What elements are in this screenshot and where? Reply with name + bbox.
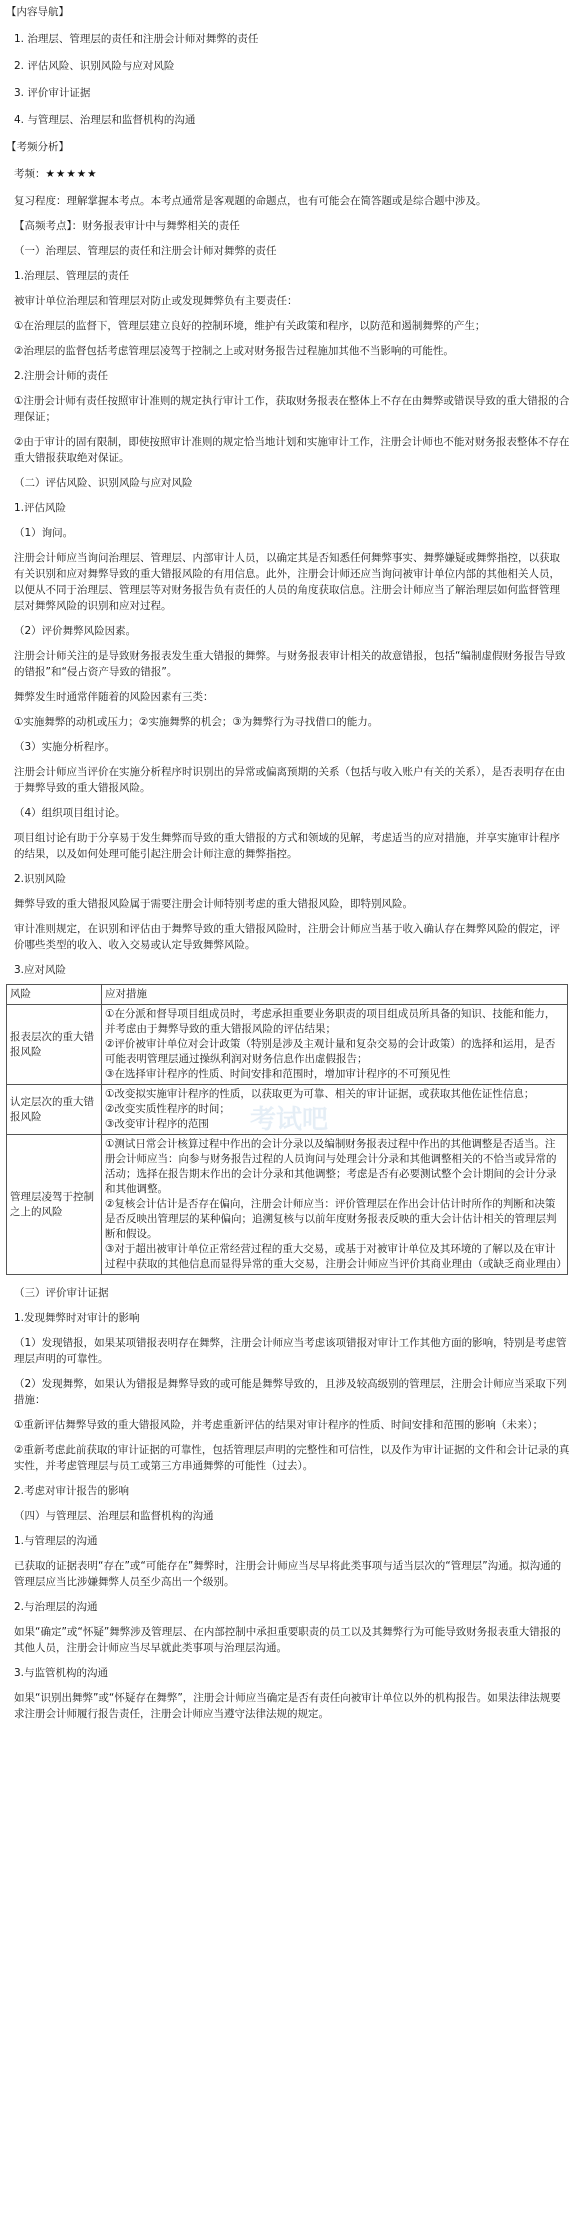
- measure-item: ②改变实质性程序的时间；: [105, 1103, 230, 1115]
- paragraph: （2）发现舞弊，如果认为错报是舞弊导致的或可能是舞弊导致的，且涉及较高级别的管理层，注册会计师应当采取下列措施：: [14, 1378, 567, 1406]
- watermark-logo: 考试吧: [250, 1105, 329, 1135]
- rating-stars: ★★★★★: [45, 168, 98, 180]
- subsection-title: 2.注册会计师的责任: [14, 370, 109, 382]
- measure-item: ①在分派和督导项目组成员时，考虑承担重要业务职责的项目组成员所具备的知识、技能和能力，并考虑由于舞弊导致的重大错报风险的评估结果；: [105, 1008, 556, 1035]
- highfreq-heading: 【高频考点】：财务报表审计中与舞弊相关的责任: [14, 220, 240, 232]
- subsection-title: 1.治理层、管理层的责任: [14, 270, 130, 282]
- paragraph: 项目组讨论有助于分享易于发生舞弊而导致的重大错报的方式和领域的见解，考虑适当的应对措施，并享实施审计程序的结果，以及如何处理可能引起注册会计师注意的舞弊指控。: [14, 832, 560, 860]
- measures-cell: [102, 1005, 568, 1085]
- item-title: （4）组织项目组讨论。: [14, 807, 126, 819]
- risk-cell: 报表层次的重大错报风险: [7, 1005, 102, 1085]
- measures-cell: [102, 1135, 568, 1275]
- nav-item[interactable]: 4. 与管理层、治理层和监督机构的沟通: [14, 114, 196, 126]
- measure-item: ③对于超出被审计单位正常经营过程的重大交易，或基于对被审计单位及其环境的了解以及在审计过程中获取的其他信息而显得异常的重大交易，注册会计师应当评价其商业理由（或缺乏商业理由）: [105, 1243, 567, 1270]
- analysis-heading: 【考频分析】: [6, 141, 69, 153]
- paragraph: ①实施舞弊的动机或压力；②实施舞弊的机会；③为舞弊行为寻找借口的能力。: [14, 716, 379, 728]
- review-level: 复习程度：理解掌握本考点。本考点通常是客观题的命题点，也有可能会在简答题或是综合题中涉及。: [14, 195, 487, 207]
- nav-item[interactable]: 1. 治理层、管理层的责任和注册会计师对舞弊的责任: [14, 33, 259, 45]
- paragraph: 舞弊发生时通常伴随着的风险因素有三类：: [14, 691, 214, 703]
- subsection-title: 3.应对风险: [14, 964, 67, 976]
- measure-item: ①改变拟实施审计程序的性质，以获取更为可靠、相关的审计证据，或获取其他佐证性信息；: [105, 1088, 535, 1100]
- table-row: [7, 1135, 568, 1275]
- paragraph: 舞弊导致的重大错报风险属于需要注册会计师特别考虑的重大错报风险，即特别风险。: [14, 898, 413, 910]
- item-title: （1）询问。: [14, 527, 74, 539]
- measure-item: ③在选择审计程序的性质、时间安排和范围时，增加审计程序的不可预见性: [105, 1068, 451, 1080]
- paragraph: 如果“确定”或“怀疑”舞弊涉及管理层、在内部控制中承担重要职责的员工以及其舞弊行为可能导致财务报表重大错报的其他人员，注册会计师应当尽早就此类事项与治理层沟通。: [14, 1626, 561, 1654]
- paragraph: ①注册会计师有责任按照审计准则的规定执行审计工作，获取财务报表在整体上不存在由舞弊或错误导致的重大错报的合理保证；: [14, 395, 570, 423]
- nav-heading: 【内容导航】: [6, 6, 69, 18]
- paragraph: 已获取的证据表明“存在”或“可能存在”舞弊时，注册会计师应当尽早将此类事项与适当层次的“管理层”沟通。拟沟通的管理层应当比涉嫌舞弊人员至少高出一个级别。: [14, 1560, 562, 1588]
- paragraph: （1）发现错报，如果某项错报表明存在舞弊，注册会计师应当考虑该项错报对审计工作其他方面的影响，特别是考虑管理层声明的可靠性。: [14, 1337, 567, 1365]
- measure-item: ②评价被审计单位对会计政策（特别是涉及主观计量和复杂交易的会计政策）的选择和运用，是否可能表明管理层通过操纵利润对财务信息作出虚假报告；: [105, 1038, 556, 1065]
- paragraph: ②治理层的监督包括考虑管理层凌驾于控制之上或对财务报告过程施加其他不当影响的可能性。: [14, 345, 454, 357]
- paragraph: 如果“识别出舞弊”或“怀疑存在舞弊”，注册会计师应当确定是否有责任向被审计单位以外的机构报告。如果法律法规要求注册会计师履行报告责任，注册会计师应当遵守法律法规的规定。: [14, 1692, 561, 1720]
- paragraph: 注册会计师关注的是导致财务报表发生重大错报的舞弊。与财务报表审计相关的故意错报，包括“编制虚假财务报告导致的错报”和“侵占资产导致的错报”。: [14, 650, 566, 678]
- measure-item: ①测试日常会计核算过程中作出的会计分录以及编制财务报表过程中作出的其他调整是否适当。注册会计师应当：向参与财务报告过程的人员询问与处理会计分录和其他调整相关的不恰当或异常的活动；选择在报告期末作出的会计分录和其他调整；考虑是否有必要测试整个会计期间的会计分录和其他调整。: [105, 1138, 557, 1195]
- item-title: （3）实施分析程序。: [14, 741, 116, 753]
- subsection-title: 2.与治理层的沟通: [14, 1601, 98, 1613]
- risk-cell: 认定层次的重大错报风险: [7, 1085, 102, 1135]
- exam-frequency: 考频：★★★★★: [14, 168, 98, 180]
- measure-item: ②复核会计估计是否存在偏向，注册会计师应当：评价管理层在作出会计估计时所作的判断和决策是否反映出管理层的某种偏向；追溯复核与以前年度财务报表反映的重大会计估计相关的管理层判断和假设。: [105, 1198, 557, 1240]
- subsection-title: 3.与监管机构的沟通: [14, 1667, 109, 1679]
- subsection-title: 2.识别风险: [14, 873, 67, 885]
- subsection-title: 1.与管理层的沟通: [14, 1535, 98, 1547]
- subsection-title: 1.评估风险: [14, 502, 67, 514]
- section-3-title: （三）评价审计证据: [14, 1287, 109, 1299]
- measure-item: ③改变审计程序的范围: [105, 1118, 209, 1130]
- paragraph: 审计准则规定，在识别和评估由于舞弊导致的重大错报风险时，注册会计师应当基于收入确认存在舞弊风险的假定，评价哪些类型的收入、收入交易或认定导致舞弊风险。: [14, 923, 560, 951]
- risk-cell: 管理层凌驾于控制之上的风险: [7, 1135, 102, 1275]
- paragraph: ①重新评估舞弊导致的重大错报风险，并考虑重新评估的结果对审计程序的性质、时间安排和范围的影响（未来）；: [14, 1419, 544, 1431]
- paragraph: 被审计单位治理层和管理层对防止或发现舞弊负有主要责任：: [14, 295, 298, 307]
- table-row: [7, 1005, 568, 1085]
- paragraph: 注册会计师应当询问治理层、管理层、内部审计人员，以确定其是否知悉任何舞弊事实、舞弊嫌疑或舞弊指控，以获取有关识别和应对舞弊导致的重大错报风险的有用信息。此外，注册会计师还应当询问被审计单位内部的其他相关人员，以便从不同于治理层、管理层等对财务报告负有责任的人员的角度获取信息。注册会计师应当了解治理层如何监督管理层对舞弊风险的识别和应对过程。: [14, 552, 560, 612]
- section-4-title: （四）与管理层、治理层和监督机构的沟通: [14, 1510, 214, 1522]
- paragraph: ①在治理层的监督下，管理层建立良好的控制环境，维护有关政策和程序，以防范和遏制舞弊的产生；: [14, 320, 486, 332]
- nav-item[interactable]: 3. 评价审计证据: [14, 87, 91, 99]
- nav-item[interactable]: 2. 评估风险、识别风险与应对风险: [14, 60, 175, 72]
- table-header-measures: 应对措施: [102, 985, 568, 1005]
- table-header-row: [7, 985, 568, 1005]
- section-1-title: （一）治理层、管理层的责任和注册会计师对舞弊的责任: [14, 245, 277, 257]
- section-2-title: （二）评估风险、识别风险与应对风险: [14, 477, 193, 489]
- subsection-title: 2.考虑对审计报告的影响: [14, 1485, 130, 1497]
- item-title: （2）评价舞弊风险因素。: [14, 625, 137, 637]
- paragraph: 注册会计师应当评价在实施分析程序时识别出的异常或偏离预期的关系（包括与收入账户有关的关系），是否表明存在由于舞弊导致的重大错报风险。: [14, 766, 566, 794]
- table-header-risk: 风险: [7, 985, 102, 1005]
- paragraph: ②重新考虑此前获取的审计证据的可靠性，包括管理层声明的完整性和可信性，以及作为审计证据的文件和会计记录的真实性，并考虑管理层与员工或第三方串通舞弊的可能性（过去）。: [14, 1444, 570, 1472]
- subsection-title: 1.发现舞弊时对审计的影响: [14, 1312, 140, 1324]
- paragraph: ②由于审计的固有限制，即使按照审计准则的规定恰当地计划和实施审计工作，注册会计师也不能对财务报表整体不存在重大错报获取绝对保证。: [14, 436, 570, 464]
